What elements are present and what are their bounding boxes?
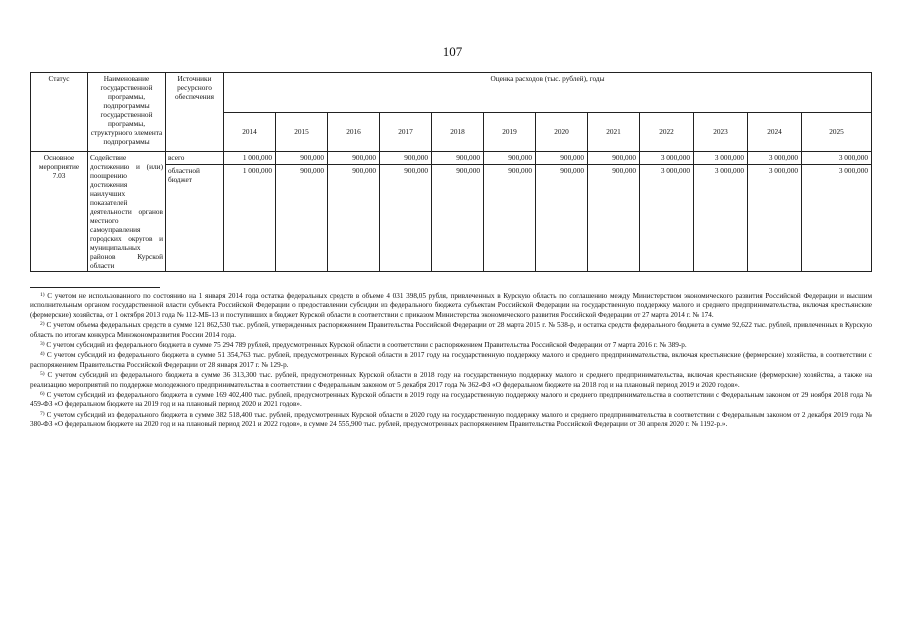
year-header: 2024	[748, 112, 802, 152]
value-cell: 3 000,000	[802, 152, 872, 165]
header-sources: Источники ресурсного обеспечения	[166, 73, 224, 152]
year-header: 2023	[694, 112, 748, 152]
value-cell: 900,000	[432, 152, 484, 165]
value-cell: 3 000,000	[748, 152, 802, 165]
page-number: 107	[442, 44, 463, 59]
year-header: 2019	[484, 112, 536, 152]
year-header: 2018	[432, 112, 484, 152]
year-header: 2016	[328, 112, 380, 152]
footnote-separator	[30, 287, 160, 288]
footnote	[30, 391, 872, 410]
year-header: 2014	[224, 112, 276, 152]
value-cell: 900,000	[536, 152, 588, 165]
year-header: 2020	[536, 112, 588, 152]
value-cell: 3 000,000	[802, 165, 872, 272]
value-cell: 1 000,000	[224, 165, 276, 272]
footnote-mark: 5)	[40, 371, 45, 378]
footnote-text: С учетом субсидий из федерального бюджета в сумме 51 354,763 тыс. рублей, предусмотренных Курской области в 2017 году на государственную поддержку малого и среднего предпринимательства, включая крестьянские (фермерские) хозяйства, в соответствии с распоряжением Правительства Российской Федерации от 28 января 2017 г. № 129-р.	[30, 351, 873, 369]
year-header: 2017	[380, 112, 432, 152]
value-cell: 900,000	[276, 152, 328, 165]
footnote	[30, 411, 872, 430]
footnote	[30, 351, 872, 370]
year-header: 2022	[640, 112, 694, 152]
footnote-mark: 4)	[40, 351, 45, 358]
value-cell: 3 000,000	[694, 165, 748, 272]
footnote-text: С учетом объема федеральных средств в сумме 121 862,530 тыс. рублей, утвержденных распоряжением Правительства Российской Федерации от 28 марта 2015 г. № 538-р, и остатка средств федерального бюджета в сумме 92,622 тыс. рублей, привлеченных в Курскую область по итогам конкурса Минэкономразвития России 2014 года.	[30, 321, 872, 339]
footnote-mark: 3)	[40, 341, 45, 348]
value-cell: 3 000,000	[748, 165, 802, 272]
footnote-text: С учетом субсидий из федерального бюджета в сумме 75 294 789 рублей, предусмотренных Курской области в соответствии с распоряжением Правительства Российской Федерации от 7 марта 2016 г. № 389-р.	[46, 341, 687, 350]
footnote	[30, 321, 872, 340]
value-cell: 3 000,000	[640, 152, 694, 165]
source-label: всего	[166, 152, 224, 165]
value-cell: 900,000	[588, 152, 640, 165]
year-header: 2025	[802, 112, 872, 152]
header-estimate: Оценка расходов (тыс. рублей), годы	[224, 73, 872, 113]
value-cell: 900,000	[328, 152, 380, 165]
value-cell: 900,000	[536, 165, 588, 272]
year-header: 2015	[276, 112, 328, 152]
footnote	[30, 341, 872, 350]
value-cell: 900,000	[276, 165, 328, 272]
footnote-text: С учетом субсидий из федерального бюджета в сумме 382 518,400 тыс. рублей, предусмотренных Курской области в 2020 году на государственную поддержку малого и среднего предпринимательства в соответствии с Федеральным законом от 2 декабря 2019 года № 380-ФЗ «О федеральном бюджете на 2020 год и на плановый период 2021 и 2022 годов», в сумме 24 555,900 тыс. рублей, предусмотренных распоряжением Правительства Российской Федерации от 30 апреля 2020 г. № 1192-р.».	[30, 410, 872, 429]
footnote-mark: 7)	[40, 410, 45, 417]
source-label: областной бюджет	[166, 165, 224, 272]
header-status: Статус	[31, 73, 88, 152]
value-cell: 900,000	[432, 165, 484, 272]
expenditure-table	[30, 72, 872, 272]
value-cell: 900,000	[328, 165, 380, 272]
footnote-text: С учетом не использованного по состоянию на 1 января 2014 года остатка федеральных средств в объеме 4 031 398,05 рубля, привлеченных в Курскую область по соглашению между Министерством экономического развития Российской Федерации и высшим исполнительным органом государственной власти субъекта Российской Федерации о предоставлении субсидии из федерального бюджета субъектам Российской Федерации на государственную поддержку малого и среднего предпринимательства, включая крестьянские (фермерские) хозяйства, от 1 октября 2013 года № 112-МБ-13 и поступивших в бюджет Курской области в соответствии с приказом Министерства экономического развития Российской Федерации от 27 марта 2014 г. № 174.	[30, 292, 872, 319]
value-cell: 3 000,000	[640, 165, 694, 272]
footnote-text: С учетом субсидий из федерального бюджета в сумме 169 402,400 тыс. рублей, предусмотренных Курской области в 2019 году на государственную поддержку малого и среднего предпринимательства в соответствии с Федеральным законом от 29 ноября 2018 года № 459-ФЗ «О федеральном бюджете на 2019 год и на плановый период 2020 и 2021 годов».	[30, 391, 872, 409]
footnote-text: С учетом субсидий из федерального бюджета в сумме 36 313,300 тыс. рублей, предусмотренных Курской области в 2018 году на государственную поддержку малого и среднего предпринимательства, включая крестьянские (фермерские) хозяйства, а также на реализацию мероприятий по поддержке молодежного предпринимательства в соответствии с Федеральным законом от 5 декабря 2017 года № 362-ФЗ «О федеральном бюджете на 2018 год и на плановый период 2019 и 2020 годов».	[30, 371, 873, 389]
footnotes	[30, 292, 872, 431]
value-cell: 3 000,000	[694, 152, 748, 165]
footnote-mark: 2)	[40, 321, 45, 328]
footnote-mark: 6)	[40, 391, 45, 398]
value-cell: 900,000	[588, 165, 640, 272]
year-header: 2021	[588, 112, 640, 152]
footnote	[30, 292, 872, 320]
value-cell: 900,000	[380, 165, 432, 272]
value-cell: 900,000	[380, 152, 432, 165]
header-name: Наименование государственной программы, подпрограммы государственной программы, структурного элемента подпрограммы	[88, 73, 166, 152]
row-name: Содействие достижению и (или) поощрению достижения наилучших показателей деятельности органов местного самоуправления городских округов и муниципальных районов Курской области	[88, 152, 166, 272]
footnote	[30, 371, 872, 390]
footnote-mark: 1)	[40, 292, 45, 298]
value-cell: 900,000	[484, 165, 536, 272]
value-cell: 1 000,000	[224, 152, 276, 165]
row-status: Основное мероприятие 7.03	[31, 152, 88, 272]
value-cell: 900,000	[484, 152, 536, 165]
